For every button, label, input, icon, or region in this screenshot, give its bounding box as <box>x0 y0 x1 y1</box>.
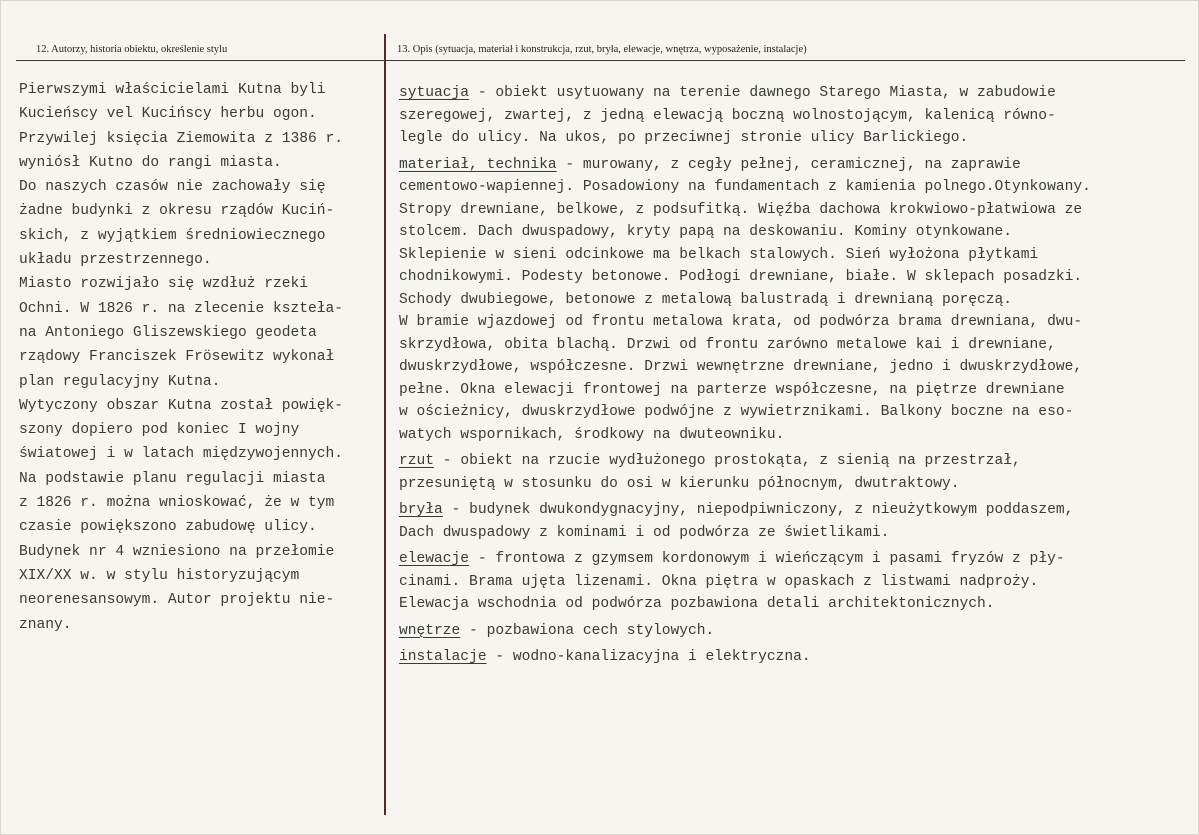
section-0-first-line <box>399 82 1189 105</box>
section-1-first-line <box>399 154 1189 177</box>
section-1-line: W bramie wjazdowej od frontu metalowa krata, od podwórza brama drewniana, dwu- <box>399 314 1083 330</box>
history-line: rządowy Franciszek Frösewitz wykonał <box>19 349 335 366</box>
right-column-header: 13. Opis (sytuacja, materiał i konstrukcja, rzut, bryła, elewacje, wnętrza, wyposażenie, instalacje) <box>397 44 807 55</box>
section-1-line: chodnikowymi. Podesty betonowe. Podłogi drewniane, białe. W sklepach posadzki. <box>399 269 1083 285</box>
section-dash: - <box>434 453 461 469</box>
section-label: instalacje <box>399 649 487 665</box>
history-line: Miasto rozwijało się wzdłuż rzeki <box>19 276 309 293</box>
column-divider <box>384 34 386 815</box>
section-label: wnętrze <box>399 622 461 639</box>
section-1-line: Stropy drewniane, belkowe, z podsufitką. Więźba dachowa krokwiowo-płatwiowa ze <box>399 201 1083 218</box>
history-line: Wytyczony obszar Kutna został powięk- <box>19 397 344 414</box>
left-column-header: 12. Autorzy, historia obiektu, określenie stylu <box>36 44 228 55</box>
section-label: elewacje <box>399 551 470 567</box>
section-1-line: dwuskrzydłowe, współczesne. Drzwi wewnętrzne drewniane, jedno i dwuskrzydłowe, <box>399 359 1083 375</box>
section-label: sytuacja <box>399 85 470 101</box>
section-text: pozbawiona cech stylowych. <box>486 622 715 639</box>
section-4-line: cinami. Brama ujęta lizenami. Okna piętra w opaskach z listwami nadproży. <box>399 573 1039 590</box>
history-line: neorenesansowym. Autor projektu nie- <box>19 592 335 609</box>
section-5-first-line <box>399 620 1189 643</box>
section-3-line: Dach dwuspadowy z kominami i od podwórza ze świetlikami. <box>399 524 890 541</box>
history-line: Do naszych czasów nie zachowały się <box>19 179 326 196</box>
section-1-line: Schody dwubiegowe, betonowe z metalową balustradą i drewnianą poręczą. <box>399 291 1013 308</box>
history-line: Pierwszymi właścicielami Kutna byli <box>19 82 326 98</box>
section-0-line: szeregowej, zwartej, z jedną elewacją boczną wolnostojącym, kalenicą równo- <box>399 107 1056 124</box>
section-3-first-line <box>399 499 1189 522</box>
history-line: układu przestrzennego. <box>19 252 212 269</box>
history-line: XIX/XX w. w stylu historyzującym <box>19 567 300 584</box>
section-dash: - <box>556 156 583 173</box>
section-1-line: w ościeżnicy, dwuskrzydłowe podwójne z wywietrznikami. Balkony boczne na eso- <box>399 404 1074 420</box>
section-text: wodno-kanalizacyjna i elektryczna. <box>512 649 811 665</box>
section-1-line: stolcem. Dach dwuspadowy, kryty papą na deskowaniu. Kominy otynkowane. <box>399 224 1013 240</box>
history-text <box>19 78 343 637</box>
section-text: obiekt na rzucie wydłużonego prostokąta, z sienią na przestrzał, <box>460 453 1021 469</box>
section-2-line: przesuniętą w stosunku do osi w kierunku północnym, dwutraktowy. <box>399 475 960 492</box>
history-line: plan regulacyjny Kutna. <box>19 373 221 390</box>
section-text: obiekt usytuowany na terenie dawnego Starego Miasta, w zabudowie <box>495 85 1056 101</box>
history-line: Na podstawie planu regulacji miasta <box>19 470 326 487</box>
section-dash: - <box>442 502 470 518</box>
history-line: Ochni. W 1826 r. na zlecenie kszteła- <box>19 300 344 317</box>
history-line: Kucieńscy vel Kucińscy herbu ogon. <box>19 106 317 123</box>
history-line: żadne budynki z okresu rządów Kuciń- <box>19 203 335 220</box>
history-line: wyniósł Kutno do rangi miasta. <box>19 154 282 171</box>
section-4-line: Elewacja wschodnia od podwórza pozbawiona detali architektonicznych. <box>399 596 995 612</box>
history-line: światowej i w latach międzywojennych. <box>19 446 344 463</box>
history-line: Przywilej księcia Ziemowita z 1386 r. <box>19 130 344 147</box>
section-1-line: cementowo-wapiennej. Posadowiony na fundamentach z kamienia polnego.Otynkowany. <box>399 179 1091 195</box>
section-6-first-line <box>399 646 1189 669</box>
section-1-line: pełne. Okna elewacji frontowej na parterze współczesne, na piętrze drewniane <box>399 381 1065 398</box>
section-dash: - <box>460 622 487 639</box>
history-line: z 1826 r. można wnioskować, że w tym <box>19 495 335 512</box>
section-label: rzut <box>399 453 435 469</box>
section-dash: - <box>469 551 496 567</box>
history-line: na Antoniego Gliszewskiego geodeta <box>19 324 317 341</box>
section-1-line: Sklepienie w sieni odcinkowe ma belkach stalowych. Sień wyłożona płytkami <box>399 246 1039 263</box>
section-text: budynek dwukondygnacyjny, niepodpiwniczony, z nieużytkowym poddaszem, <box>469 502 1074 518</box>
header-rule <box>16 60 1185 61</box>
history-line: czasie powiększono zabudowę ulicy. <box>19 519 317 536</box>
history-line: skich, z wyjątkiem średniowiecznego <box>19 227 326 244</box>
section-0-line: legle do ulicy. Na ukos, po przeciwnej stronie ulicy Barlickiego. <box>399 130 969 146</box>
history-line: szony dopiero pod koniec I wojny <box>19 422 300 439</box>
history-line: Budynek nr 4 wzniesiono na przełomie <box>19 543 335 560</box>
section-text: frontowa z gzymsem kordonowym i wieńczącym i pasami fryzów z pły- <box>495 551 1065 567</box>
section-dash: - <box>486 649 513 665</box>
section-text: murowany, z cegły pełnej, ceramicznej, na zaprawie <box>582 156 1021 173</box>
section-4-first-line <box>399 548 1189 571</box>
history-line: znany. <box>19 616 72 633</box>
description-text <box>399 82 1189 669</box>
section-2-first-line <box>399 450 1189 473</box>
section-dash: - <box>469 85 496 101</box>
section-1-line: skrzydłowa, obita blachą. Drzwi od frontu zarówno metalowe kai i drewniane, <box>399 336 1056 353</box>
section-1-line: watych wspornikach, środkowy na dwuteowniku. <box>399 426 785 443</box>
section-label: materiał, technika <box>399 156 557 173</box>
section-label: bryła <box>399 502 443 518</box>
